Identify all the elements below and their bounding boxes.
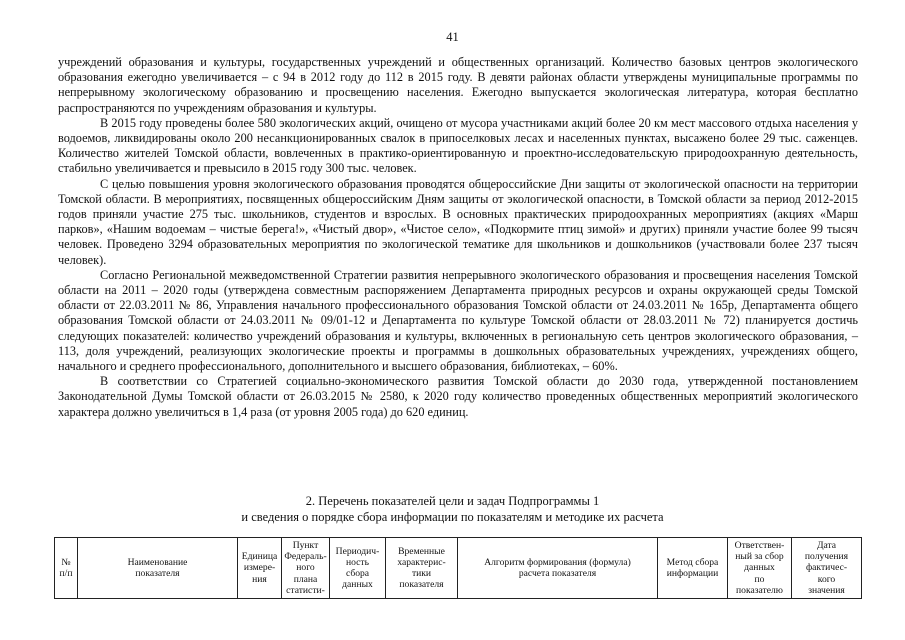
page-number: 41 xyxy=(446,30,459,44)
table-header-line: ного xyxy=(296,562,315,574)
table-header-line: п/п xyxy=(59,568,73,579)
table-header-line: Периодич- xyxy=(335,545,380,557)
table-header-line: плана xyxy=(293,573,318,585)
indicators-table xyxy=(54,537,862,599)
table-header-line: Ответствен- xyxy=(734,539,785,551)
table-header-line: Наименование xyxy=(127,556,188,568)
table-header-line: Федераль- xyxy=(284,551,327,563)
paragraph-protection-days: С целью повышения уровня экологического образования проводятся общероссийские Дни защиты от экологической опасности на территории Томской области. В мероприятиях, посвященных общероссийским Дням защиты от экологической опасности, в Томской области за период 2012-2015 годов приняли участие 275 тыс. школьников, студентов и взрослых. В основных практических природоохранных мероприятиях (акциях «Марш парков», «Нашим водоемам – чистые берега!», «Чистый двор», «Чистое село», «Подкормите птиц зимой» и других) приняли участие более 99 тысяч человек. Проведено 3294 образовательных мероприятия по экологической тематике для школьников и дошкольников (участвовали более 237 тысяч человек). xyxy=(58,176,858,267)
table-header-line: тики xyxy=(411,568,432,579)
section-title-line-2: и сведения о порядке сбора информации по показателям и методике их расчета xyxy=(241,510,664,524)
section-title xyxy=(0,493,905,525)
table-header-line: Единица xyxy=(241,551,278,563)
paragraph-eco-actions-2015: В 2015 году проведены более 580 экологических акций, очищено от мусора участниками акций более 20 км мест массового отдыха населения у водоемов, ликвидированы около 200 несанкционированных свалок в припоселковых лесах и населенных пунктах, высажено более 29 тыс. саженцев. Количество жителей Томской области, вовлеченных в практико-ориентированную и проектно-исследовательскую природоохранную деятельность, стабильно увеличивается и превысило в 2015 году 300 тыс. человек. xyxy=(58,115,858,176)
table-header-column-collection-method xyxy=(658,538,728,599)
table-header-line: кого xyxy=(817,573,836,585)
table-header-column-algorithm xyxy=(458,538,658,599)
table-header-line: показателя xyxy=(135,568,180,579)
section-title-line-1: 2. Перечень показателей цели и задач Подпрограммы 1 xyxy=(305,494,600,508)
body-text xyxy=(58,55,858,420)
table-header-line: по xyxy=(754,573,765,585)
table-header-line: ния xyxy=(252,573,267,585)
table-header-line: ность xyxy=(346,556,369,568)
table-header-line: значения xyxy=(808,584,845,596)
table-header-column-responsible xyxy=(728,538,792,599)
table-header-column-time-characteristics xyxy=(386,538,458,599)
table-header-line: Пункт xyxy=(292,539,319,551)
table-header-column-actual-value-date xyxy=(792,538,862,599)
table-header-line: расчета показателя xyxy=(518,568,597,579)
table-header-line: Временные xyxy=(398,545,445,557)
table-header-line: ный за сбор xyxy=(735,551,784,563)
table-header-line: показателя xyxy=(399,579,444,591)
paragraph-socioeconomic-strategy: В соответствии со Стратегией социально-экономического развития Томской области до 2030 года, утвержденной постановлением Законодательной Думы Томской области от 26.03.2015 № 2580, к 2020 году количество проведенных общественных мероприятий экологического характера должно увеличиться в 1,4 раза (от уровня 2005 года) до 620 единиц. xyxy=(58,374,858,419)
table-header-column-unit xyxy=(238,538,282,599)
table-header-column-number xyxy=(55,538,78,599)
table-header-row xyxy=(55,538,862,599)
table-header-line: Алгоритм формирования (формула) xyxy=(484,556,631,568)
paragraph-regional-strategy: Согласно Региональной межведомственной Стратегии развития непрерывного экологического образования и просвещения населения Томской области на 2011 – 2020 годы (утверждена совместным распоряжением Департамента природных ресурсов и охраны окружающей среды Томской области от 22.03.2011 № 86, Управления начального профессионального образования Томской области от 24.03.2011 № 165р, Департамента общего образования Томской области от 24.03.2011 № 09/01-12 и Департамента по культуре Томской области от 28.03.2011 № 72) планируется достичь следующих показателей: количество учреждений образования и культуры, включенных в региональную сеть центров экологического образования, – 113, доля учреждений, реализующих экологические проекты и программы в дошкольных образовательных учреждениях, учреждениях общего, начального и среднего профессионального, дополнительного и высшего образования, библиотеках, – 60%. xyxy=(58,267,858,374)
table-header-column-federal-plan-item xyxy=(282,538,330,599)
table-header-line: Метод сбора xyxy=(666,556,719,568)
table-header-line: № xyxy=(61,556,71,568)
table-header-line: фактичес- xyxy=(805,562,848,574)
table-header-line: сбора xyxy=(345,568,370,579)
table-header-line: данных xyxy=(342,579,373,591)
table-header-line: показателю xyxy=(736,584,783,596)
table-header-line: получения xyxy=(804,551,849,563)
table-header-column-indicator-name xyxy=(78,538,238,599)
table-header-line: характерис- xyxy=(397,556,446,568)
table-header-line: статисти- xyxy=(286,584,325,596)
table-header-line: информации xyxy=(666,568,719,579)
table-header-column-periodicity xyxy=(330,538,386,599)
table-header-line: измере- xyxy=(243,562,276,574)
paragraph-continuation: учреждений образования и культуры, государственных учреждений и общественных организаций. Количество базовых центров экологического образования ежегодно увеличивается – с 94 в 2012 году до 112 в 2015 году. В девяти районах области утверждены муниципальные программы по непрерывному экологическому образованию и просвещению населения. Ежегодно выпускается экологическая литература, которая бесплатно распространяются по учреждениям образования и культуры. xyxy=(58,55,858,115)
table-header-line: данных xyxy=(744,562,775,574)
table-header-line: Дата xyxy=(816,539,837,551)
